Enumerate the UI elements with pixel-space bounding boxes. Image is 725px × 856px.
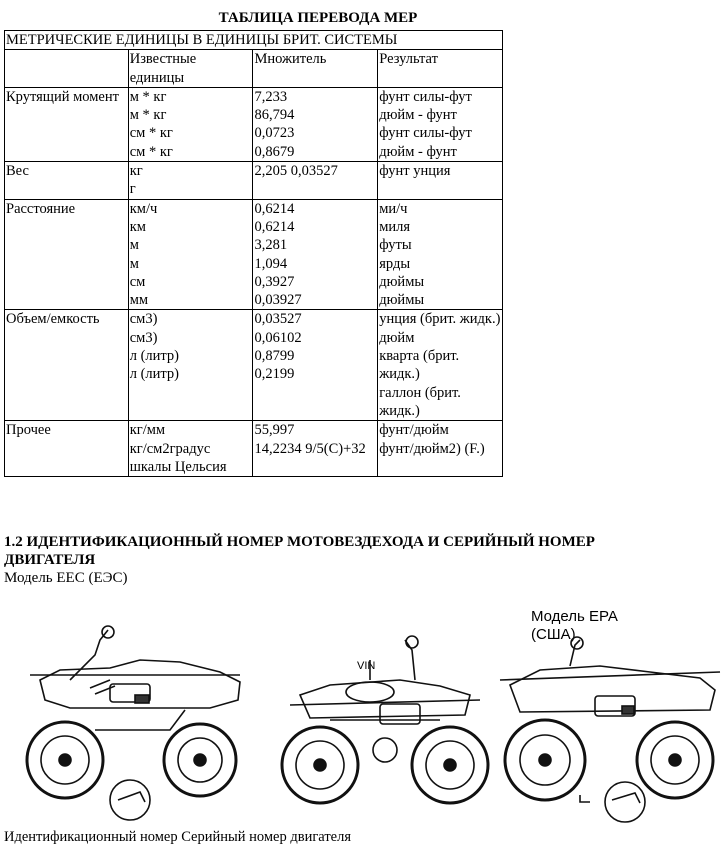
atv-illustrations bbox=[0, 600, 725, 825]
row-units: кг/мм кг/см2градус шкалы Цельсия bbox=[128, 421, 253, 477]
conversion-table bbox=[4, 30, 503, 477]
atv-middle-illustration bbox=[282, 636, 488, 803]
table-row bbox=[5, 87, 503, 161]
model-epa-label: Модель EPA (США) bbox=[531, 608, 618, 643]
row-category: Расстояние bbox=[5, 199, 129, 310]
row-results: унция (брит. жидк.) дюйм кварта (брит. жидк.) галлон (брит. жидк.) bbox=[378, 310, 503, 421]
table-row bbox=[5, 162, 503, 200]
atv-left-illustration bbox=[27, 626, 240, 820]
row-multipliers: 55,997 14,2234 9/5(C)+32 bbox=[253, 421, 378, 477]
row-category: Объем/емкость bbox=[5, 310, 129, 421]
row-category: Вес bbox=[5, 162, 129, 200]
row-multipliers: 0,03527 0,06102 0,8799 0,2199 bbox=[253, 310, 378, 421]
row-category: Прочее bbox=[5, 421, 129, 477]
row-multipliers: 7,233 86,794 0,0723 0,8679 bbox=[253, 87, 378, 161]
header-empty bbox=[5, 50, 129, 88]
table-row bbox=[5, 421, 503, 477]
table-row bbox=[5, 310, 503, 421]
row-category: Крутящий момент bbox=[5, 87, 129, 161]
atv-right-illustration bbox=[500, 637, 720, 822]
row-units: кг г bbox=[128, 162, 253, 200]
vin-label: VIN bbox=[357, 660, 376, 672]
row-units: км/ч км м м см мм bbox=[128, 199, 253, 310]
table-caption: МЕТРИЧЕСКИЕ ЕДИНИЦЫ В ЕДИНИЦЫ БРИТ. СИСТЕМЫ bbox=[5, 31, 503, 50]
row-results: фунт унция bbox=[378, 162, 503, 200]
row-multipliers: 2,205 0,03527 bbox=[253, 162, 378, 200]
row-multipliers: 0,6214 0,6214 3,281 1,094 0,3927 0,03927 bbox=[253, 199, 378, 310]
section-heading: 1.2 ИДЕНТИФИКАЦИОННЫЙ НОМЕР МОТОВЕЗДЕХОДА И СЕРИЙНЫЙ НОМЕР ДВИГАТЕЛЯ bbox=[4, 534, 595, 568]
header-multiplier: Множитель bbox=[253, 50, 378, 88]
header-known-units: Известные единицы bbox=[128, 50, 253, 88]
table-row bbox=[5, 199, 503, 310]
row-results: ми/ч миля футы ярды дюймы дюймы bbox=[378, 199, 503, 310]
figure-caption: Идентификационный номер Серийный номер двигателя bbox=[4, 829, 352, 845]
header-result: Результат bbox=[378, 50, 503, 88]
page-title: ТАБЛИЦА ПЕРЕВОДА МЕР bbox=[218, 10, 418, 26]
row-units: м * кг м * кг см * кг см * кг bbox=[128, 87, 253, 161]
row-results: фунт силы-фут дюйм - фунт фунт силы-фут дюйм - фунт bbox=[378, 87, 503, 161]
table-header-row bbox=[5, 50, 503, 88]
model-eec-label: Модель EEC (ЕЭС) bbox=[4, 570, 128, 586]
row-results: фунт/дюйм фунт/дюйм2) (F.) bbox=[378, 421, 503, 477]
row-units: см3) см3) л (литр) л (литр) bbox=[128, 310, 253, 421]
